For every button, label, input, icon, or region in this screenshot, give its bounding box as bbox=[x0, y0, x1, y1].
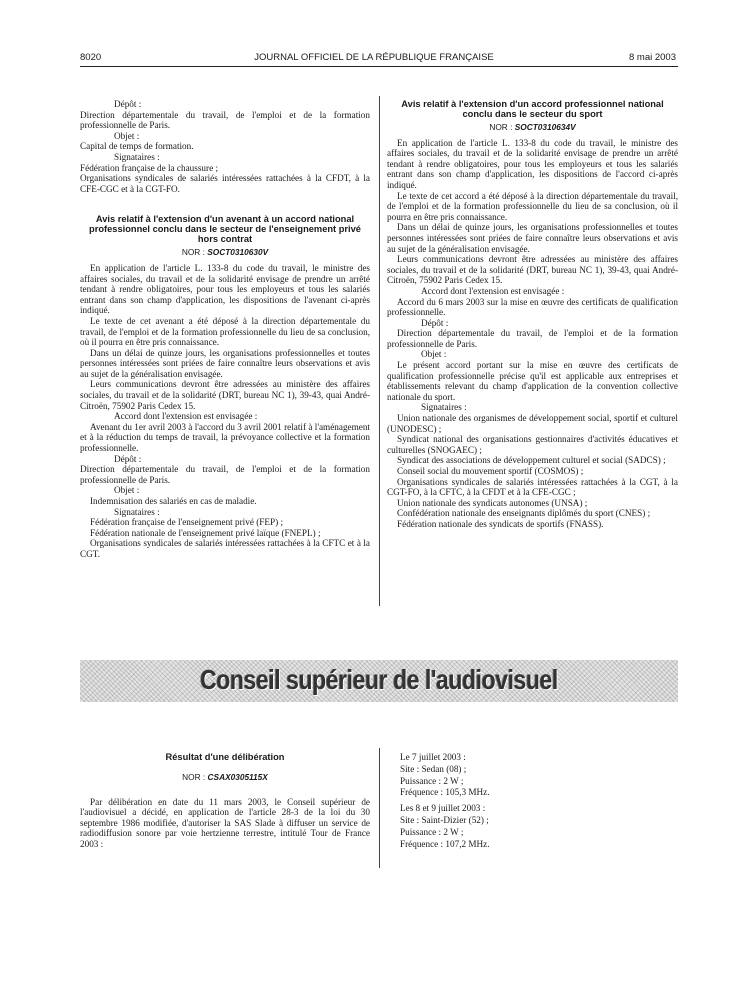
paragraph: En application de l'article L. 133-8 du code du travail, le ministre des affaires sociales, du travail et de la solidarité envisage de prendre un arrêté tendant à rendre obligatoires, pour tous les employeurs et tous les salariés entrant dans son champ d'application, les dispositions de l'accord ci-après indiqué. bbox=[387, 137, 678, 190]
broadcast-frequency: Fréquence : 105,3 MHz. bbox=[400, 787, 490, 798]
paragraph: Le texte de cet accord a été déposé à la direction départementale du travail, de l'emploi et de la formation professionnelle du lieu de sa conclusion, où il pourra en être pris connaissance. bbox=[387, 190, 678, 222]
depot-text: Direction départementale du travail, de l'emploi et de la formation professionnelle de Paris. bbox=[80, 109, 370, 131]
depot-text: Direction départementale du travail, de l'emploi et de la formation professionnelle de Paris. bbox=[80, 464, 370, 485]
broadcast-power: Puissance : 2 W ; bbox=[400, 775, 464, 786]
nor-reference: NOR : SOCT0310630V bbox=[181, 247, 269, 258]
paragraph: Dans un délai de quinze jours, les organisations professionnelles et toutes personnes intéressées sont priées de faire connaître leurs observations et avis au sujet de la généralisation envisagée. bbox=[80, 347, 370, 379]
column-divider bbox=[379, 96, 380, 606]
broadcast-site: Site : Sedan (08) ; bbox=[400, 763, 467, 774]
signataire: Union nationale des organismes de développement social, sportif et culturel (UNODESC) ; bbox=[387, 413, 678, 434]
signataire: Syndicat national des organisations gestionnaires d'activités éducatives et culturelles (SNOGAEC) ; bbox=[387, 434, 678, 455]
signataire: Union nationale des syndicats autonomes (UNSA) ; bbox=[397, 497, 588, 508]
broadcast-site: Site : Saint-Dizier (52) ; bbox=[400, 814, 489, 825]
objet-label: Objet : bbox=[114, 130, 140, 141]
objet-text: Le présent accord portant sur la mise en œuvre des certificats de qualification professionnelle précise qu'il est applicable aux entreprises et établissements relevant du champ d'application de la convention collective nationale du sport. bbox=[387, 360, 678, 402]
deliberation-text: Par délibération en date du 11 mars 2003, le Conseil supérieur de l'audiovisuel a décidé, en application de l'article 28-3 de la loi du 30 septembre 1986 modifiée, d'autoriser la SAS Slade à diffuser un service de radiodiffusion sonore par voie hertzienne terrestre, intitulé Tour de France 2003 : bbox=[80, 796, 370, 849]
csa-right-column bbox=[400, 752, 670, 850]
broadcast-date: Le 7 juillet 2003 : bbox=[400, 752, 466, 762]
nor-reference: NOR : CSAX0305115X bbox=[182, 772, 268, 782]
broadcast-power: Puissance : 2 W ; bbox=[400, 826, 464, 837]
nor-reference: NOR : SOCT0310634V bbox=[489, 122, 576, 132]
objet-text: Indemnisation des salariés en cas de maladie. bbox=[90, 496, 257, 506]
page-number: 8020 bbox=[80, 52, 102, 63]
avis-title: Avis relatif à l'extension d'un accord professionnel national conclu dans le secteur du sport bbox=[401, 99, 664, 119]
signataire: Organisations syndicales de salariés intéressées rattachées à la CGT, à la CGT-FO, à la CFTC, à la CFDT et à la CFE-CGC ; bbox=[387, 476, 678, 498]
signataire: Conseil social du mouvement sportif (COSMOS) ; bbox=[397, 466, 584, 476]
section-banner bbox=[80, 660, 678, 702]
accord-label: Accord dont l'extension est envisagée : bbox=[421, 285, 565, 296]
signataires-label: Signataires : bbox=[421, 402, 467, 413]
depot-label: Dépôt : bbox=[114, 453, 142, 464]
signataires-label: Signataires : bbox=[114, 151, 160, 162]
signataire: Fédération française de l'enseignement privé (FEP) ; bbox=[90, 517, 283, 528]
depot-text: Direction départementale du travail, de l'emploi et de la formation professionnelle de Paris. bbox=[387, 328, 678, 349]
signataire: Organisations syndicales de salariés intéressées rattachées à la CFTC et à la CGT. bbox=[80, 538, 370, 559]
issue-date: 8 mai 2003 bbox=[628, 52, 676, 63]
column-divider bbox=[379, 748, 380, 868]
signataire: Fédération française de la chaussure ; bbox=[80, 162, 219, 173]
accord-text: Avenant du 1er avril 2003 à l'accord du 3 avril 2001 relatif à l'aménagement et à la réduction du temps de travail, la prévoyance collective et la formation professionnelle. bbox=[80, 421, 370, 454]
depot-label: Dépôt : bbox=[421, 317, 449, 328]
paragraph: Dans un délai de quinze jours, les organisations professionnelles et toutes personnes intéressées sont priées de faire connaître leurs observations et avis au sujet de la généralisation envisagée. bbox=[387, 222, 678, 254]
section-banner-title: Conseil supérieur de l'audiovisuel bbox=[200, 664, 558, 695]
signataire: Organisations syndicales de salariés intéressées rattachées à la CFDT, à la CFE-CGC et à la CGT-FO. bbox=[80, 173, 370, 194]
paragraph: Le texte de cet avenant a été déposé à la direction départementale du travail, de l'emploi et de la formation professionnelle du lieu de sa conclusion, où il pourra en être pris connaissance. bbox=[80, 315, 370, 348]
broadcast-frequency: Fréquence : 107,2 MHz. bbox=[400, 838, 490, 849]
paragraph: Leurs communications devront être adressées au ministère des affaires sociales, du travail et de la solidarité (DRT, bureau NC 1), 39-43, quai André-Citroën, 75902 Paris Cedex 15. bbox=[80, 379, 370, 411]
signataire: Fédération nationale de l'enseignement privé laïque (FNEPL) ; bbox=[90, 527, 321, 538]
depot-label: Dépôt : bbox=[114, 99, 142, 109]
paragraph: Leurs communications devront être adressées au ministère des affaires sociales, du travail et de la solidarité (DRT, bureau NC 1), 39-43, quai André-Citroën, 75902 Paris Cedex 15. bbox=[387, 254, 678, 286]
signataire: Syndicat des associations de développement culturel et social (SADCS) ; bbox=[397, 455, 666, 466]
accord-text: Accord du 6 mars 2003 sur la mise en œuvre des certificats de qualification professionnelle. bbox=[387, 296, 678, 318]
deliberation-title: Résultat d'une délibération bbox=[165, 752, 285, 762]
csa-left-column bbox=[80, 752, 370, 850]
right-column bbox=[387, 99, 678, 530]
signataires-label: Signataires : bbox=[114, 506, 160, 517]
paragraph: En application de l'article L. 133-8 du code du travail, le ministre des affaires sociales, du travail et de la solidarité envisage de prendre un arrêté tendant à rendre obligatoires, pour tous les employeurs et tous les salariés entrant dans son champ d'application, les dispositions de l'avenant ci-après indiqué. bbox=[80, 262, 370, 316]
broadcast-date: Les 8 et 9 juillet 2003 : bbox=[400, 803, 486, 814]
signataire: Confédération nationale des enseignants diplômés du sport (CNES) ; bbox=[397, 508, 651, 519]
signataire: Fédération nationale des syndicats de sportifs (FNASS). bbox=[397, 518, 604, 529]
accord-label: Accord dont l'extension est envisagée : bbox=[114, 411, 258, 422]
avis-title: Avis relatif à l'extension d'un avenant à un accord national professionnel conclu dans le secteur de l'enseignement privé hors contrat bbox=[89, 214, 361, 245]
left-column bbox=[80, 99, 370, 560]
objet-label: Objet : bbox=[421, 349, 447, 360]
journal-title: JOURNAL OFFICIEL DE LA RÉPUBLIQUE FRANÇAISE bbox=[254, 52, 494, 63]
objet-text: Capital de temps de formation. bbox=[80, 141, 194, 152]
objet-label: Objet : bbox=[114, 485, 140, 496]
header-rule bbox=[80, 66, 678, 67]
